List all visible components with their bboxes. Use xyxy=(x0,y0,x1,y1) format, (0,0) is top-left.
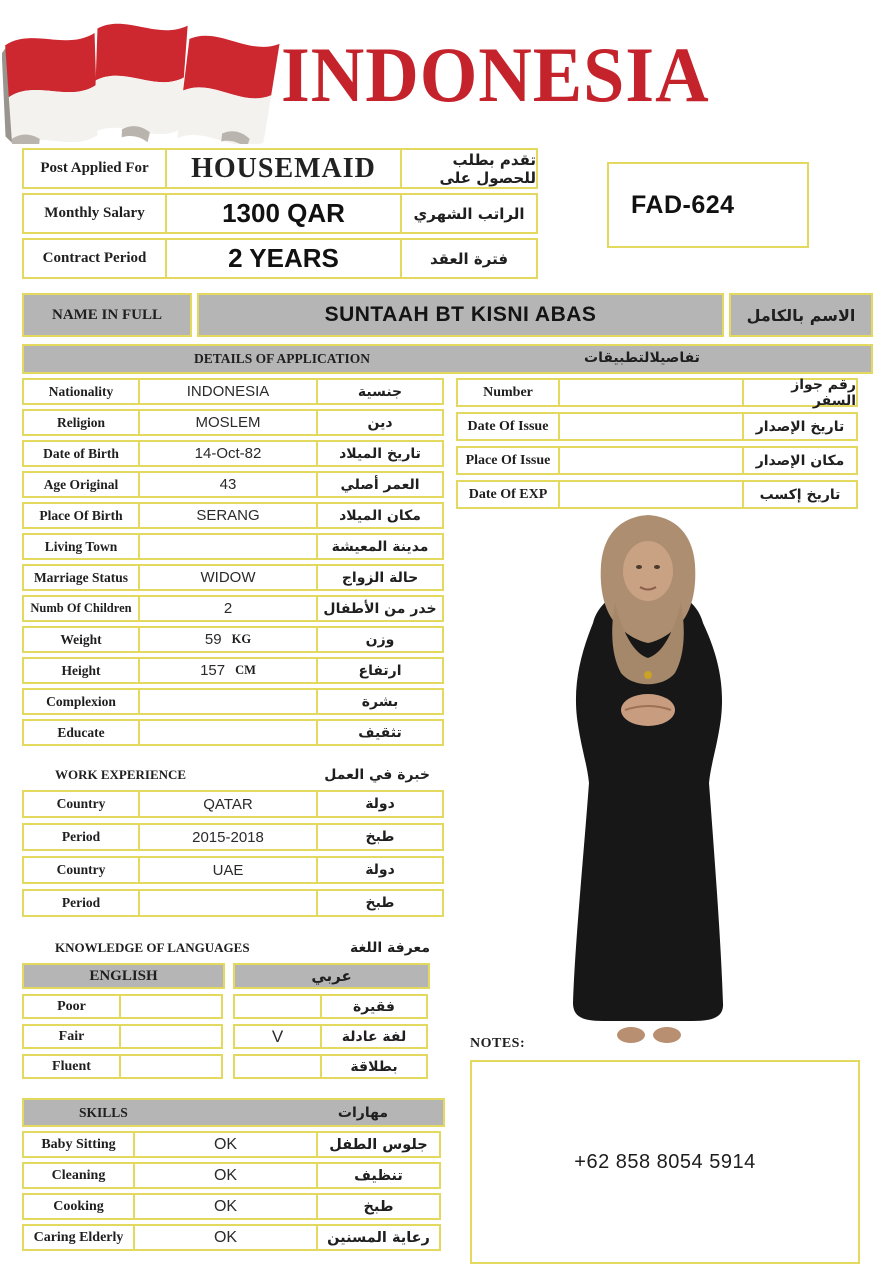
post-applied-for-arabic: تقدم بطلب للحصول على xyxy=(400,148,538,189)
contract-period-value: 2 YEARS xyxy=(165,238,402,279)
level-value xyxy=(233,994,322,1019)
english-language-table xyxy=(22,963,225,1079)
monthly-salary-arabic: الراتب الشهري xyxy=(400,193,538,234)
skill-label: Baby Sitting xyxy=(22,1131,135,1158)
work-experience-table xyxy=(22,790,448,917)
languages-header xyxy=(22,936,448,960)
english-header: ENGLISH xyxy=(22,963,225,989)
work-experience-title: WORK EXPERIENCE xyxy=(55,767,187,782)
table-row xyxy=(233,1024,430,1049)
field-label-arabic: جنسية xyxy=(316,378,444,405)
skill-label-arabic: طبخ xyxy=(316,1193,441,1220)
field-label: Period xyxy=(22,823,140,851)
table-row xyxy=(22,378,448,405)
skill-value: OK xyxy=(133,1131,318,1158)
field-label: Height xyxy=(22,657,140,684)
name-label-arabic: الاسم بالكامل xyxy=(729,293,873,337)
phone-number: +62 858 8054 5914 xyxy=(574,1150,756,1173)
field-label: Age Original xyxy=(22,471,140,498)
skill-label: Cleaning xyxy=(22,1162,135,1189)
monthly-salary-label: Monthly Salary xyxy=(22,193,167,234)
field-value xyxy=(138,889,318,917)
skill-value: OK xyxy=(133,1224,318,1251)
field-label-arabic: تثقيف xyxy=(316,719,444,746)
post-info-table xyxy=(22,148,540,279)
contract-period-arabic: فترة العقد xyxy=(400,238,538,279)
field-value: SERANG xyxy=(138,502,318,529)
field-value xyxy=(558,412,744,441)
field-label: Country xyxy=(22,856,140,884)
table-row xyxy=(22,1024,225,1049)
work-experience-header xyxy=(22,763,448,787)
skill-label: Cooking xyxy=(22,1193,135,1220)
field-label-arabic: دولة xyxy=(316,856,444,884)
field-label-arabic: وزن xyxy=(316,626,444,653)
full-name-value: SUNTAAH BT KISNI ABAS xyxy=(197,293,724,337)
table-row xyxy=(456,378,862,407)
table-row xyxy=(22,1131,445,1158)
field-label-arabic: العمر أصلي xyxy=(316,471,444,498)
level-label: Fair xyxy=(22,1024,121,1049)
field-label-arabic: حالة الزواج xyxy=(316,564,444,591)
table-row xyxy=(22,719,448,746)
table-row xyxy=(22,657,448,684)
table-row xyxy=(22,595,448,622)
arabic-language-table xyxy=(233,963,430,1079)
field-label-arabic: تاريخ الإصدار xyxy=(742,412,858,441)
table-row xyxy=(22,440,448,467)
table-row xyxy=(22,564,448,591)
table-row xyxy=(22,889,448,917)
field-label-arabic: رقم جواز السفر xyxy=(742,378,858,407)
field-label: Complexion xyxy=(22,688,140,715)
notes-label: NOTES: xyxy=(470,1036,526,1051)
post-applied-for-label: Post Applied For xyxy=(22,148,167,189)
page-title: INDONESIA xyxy=(281,31,710,118)
indonesia-flags-icon xyxy=(2,4,292,144)
languages-title-arabic: معرفة اللغة xyxy=(350,940,430,956)
notes-box xyxy=(470,1060,860,1264)
table-row xyxy=(233,994,430,1019)
level-value xyxy=(233,1054,322,1079)
field-value xyxy=(558,446,744,475)
level-label: Poor xyxy=(22,994,121,1019)
field-value: 43 xyxy=(138,471,318,498)
field-label-arabic: دولة xyxy=(316,790,444,818)
field-label: Date Of Issue xyxy=(456,412,560,441)
languages-title: KNOWLEDGE OF LANGUAGES xyxy=(55,940,250,955)
skill-label-arabic: تنظيف xyxy=(316,1162,441,1189)
table-row xyxy=(233,1054,430,1079)
field-label-arabic: طبخ xyxy=(316,889,444,917)
contract-period-label: Contract Period xyxy=(22,238,167,279)
details-title: DETAILS OF APPLICATION xyxy=(194,351,371,366)
table-row xyxy=(22,626,448,653)
reference-code: FAD-624 xyxy=(631,190,735,219)
field-value: MOSLEM xyxy=(138,409,318,436)
level-label-arabic: فقيرة xyxy=(320,994,428,1019)
field-label-arabic: خدر من الأطفال xyxy=(316,595,444,622)
skills-header xyxy=(22,1098,445,1127)
table-row xyxy=(22,790,448,818)
level-value xyxy=(119,1024,223,1049)
field-label: Place Of Issue xyxy=(456,446,560,475)
field-value xyxy=(138,688,318,715)
skill-label-arabic: جلوس الطفل xyxy=(316,1131,441,1158)
table-row xyxy=(456,446,862,475)
skills-title-arabic: مهارات xyxy=(337,1104,388,1121)
field-label: Educate xyxy=(22,719,140,746)
field-label: Religion xyxy=(22,409,140,436)
skills-table xyxy=(22,1131,445,1251)
level-value xyxy=(119,994,223,1019)
field-label-arabic: تاريخ الميلاد xyxy=(316,440,444,467)
field-value: WIDOW xyxy=(138,564,318,591)
field-value xyxy=(558,378,744,407)
field-label: Living Town xyxy=(22,533,140,560)
field-label-arabic: طبخ xyxy=(316,823,444,851)
level-value-checkmark: V xyxy=(233,1024,322,1049)
level-label-arabic: بطلاقة xyxy=(320,1054,428,1079)
field-value: 14-Oct-82 xyxy=(138,440,318,467)
field-label: Date Of EXP xyxy=(456,480,560,509)
post-applied-for-value: HOUSEMAID xyxy=(165,148,402,189)
field-value: QATAR xyxy=(138,790,318,818)
field-label: Date of Birth xyxy=(22,440,140,467)
field-label: Place Of Birth xyxy=(22,502,140,529)
table-row xyxy=(22,823,448,851)
table-row xyxy=(22,1162,445,1189)
field-value: 59 KG xyxy=(138,626,318,653)
details-title-arabic: تفاصيلالتطبيقات xyxy=(584,350,700,366)
field-label-arabic: مكان الإصدار xyxy=(742,446,858,475)
level-value xyxy=(119,1054,223,1079)
skills-title: SKILLS xyxy=(79,1104,128,1120)
field-value: UAE xyxy=(138,856,318,884)
skill-value: OK xyxy=(133,1162,318,1189)
field-value xyxy=(138,533,318,560)
table-row xyxy=(22,994,225,1019)
field-label-arabic: مدينة المعيشة xyxy=(316,533,444,560)
level-label-arabic: لفة عادلة xyxy=(320,1024,428,1049)
field-label: Weight xyxy=(22,626,140,653)
name-label: NAME IN FULL xyxy=(22,293,192,337)
table-row xyxy=(22,856,448,884)
table-row xyxy=(22,471,448,498)
applicant-details-table xyxy=(22,378,448,746)
name-row xyxy=(22,293,873,337)
table-row xyxy=(456,412,862,441)
monthly-salary-value: 1300 QAR xyxy=(165,193,402,234)
field-label: Nationality xyxy=(22,378,140,405)
skill-value: OK xyxy=(133,1193,318,1220)
table-row xyxy=(22,238,540,279)
field-label-arabic: مكان الميلاد xyxy=(316,502,444,529)
field-label: Number xyxy=(456,378,560,407)
table-row xyxy=(22,502,448,529)
table-row xyxy=(22,533,448,560)
field-value: 2 xyxy=(138,595,318,622)
arabic-header: عربي xyxy=(233,963,430,989)
skill-label: Caring Elderly xyxy=(22,1224,135,1251)
field-value: 2015-2018 xyxy=(138,823,318,851)
reference-code-box xyxy=(607,162,809,248)
field-label: Country xyxy=(22,790,140,818)
table-row xyxy=(22,1224,445,1251)
field-value: 157 CM xyxy=(138,657,318,684)
work-experience-title-arabic: خبرة في العمل xyxy=(324,767,430,783)
table-row xyxy=(22,1193,445,1220)
table-row xyxy=(22,409,448,436)
field-label-arabic: دين xyxy=(316,409,444,436)
passport-details-table xyxy=(456,378,862,509)
field-value: INDONESIA xyxy=(138,378,318,405)
skill-label-arabic: رعاية المسنين xyxy=(316,1224,441,1251)
field-label: Period xyxy=(22,889,140,917)
table-row xyxy=(22,193,540,234)
field-label-arabic: ارتفاع xyxy=(316,657,444,684)
field-label-arabic: تاريخ إكسب xyxy=(742,480,858,509)
field-label-arabic: بشرة xyxy=(316,688,444,715)
table-row xyxy=(22,148,540,189)
table-row xyxy=(22,688,448,715)
field-label: Numb Of Children xyxy=(22,595,140,622)
details-section-header xyxy=(22,344,873,374)
applicant-photo xyxy=(543,503,758,1048)
level-label: Fluent xyxy=(22,1054,121,1079)
table-row xyxy=(22,1054,225,1079)
field-value xyxy=(138,719,318,746)
field-label: Marriage Status xyxy=(22,564,140,591)
